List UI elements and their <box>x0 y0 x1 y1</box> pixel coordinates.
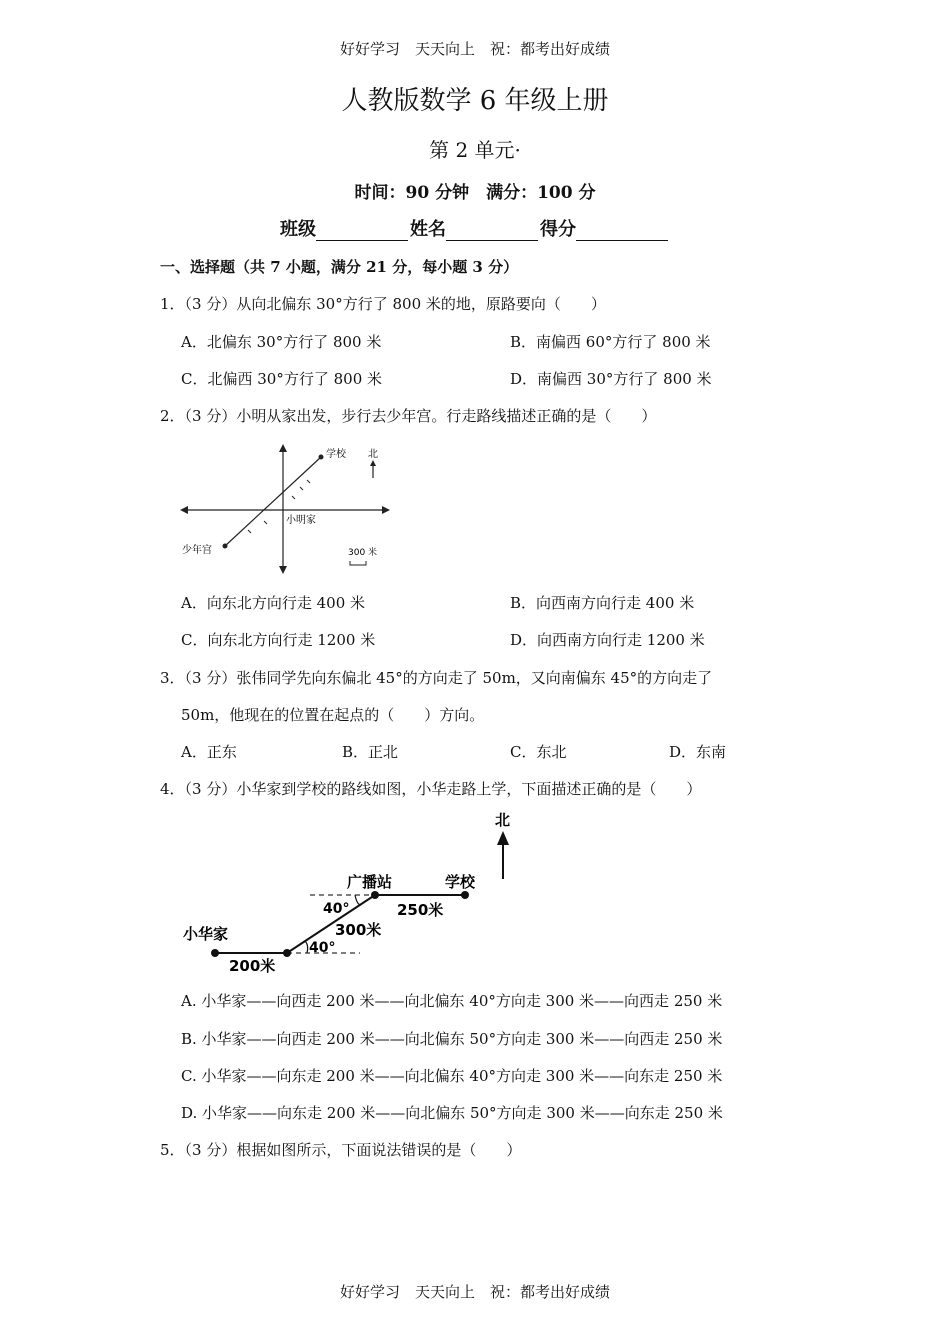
home-label: 小华家 <box>183 925 229 943</box>
question-3-stem-line-1: 3．（3 分）张伟同学先向东偏北 45°的方向走了 50m，又向南偏东 45°的方向走了 <box>160 669 713 687</box>
question-4-figure <box>175 805 535 980</box>
north-label: 北 <box>495 811 511 829</box>
class-field[interactable] <box>316 222 408 241</box>
scale-bar <box>350 561 366 565</box>
question-1-option-d[interactable]: D．南偏西 30°方行了 800 米 <box>510 370 712 388</box>
west-arrowhead <box>180 506 188 514</box>
turn-point <box>283 949 291 957</box>
question-5-stem: 5．（3 分）根据如图所示，下面说法错误的是（ ） <box>160 1141 522 1159</box>
question-2-option-a[interactable]: A．向东北方向行走 400 米 <box>181 594 365 612</box>
page-title: 人教版数学 6 年级上册 <box>341 86 609 116</box>
student-info-line <box>0 215 950 241</box>
question-1-stem: 1．（3 分）从向北偏东 30°方行了 800 米的地，原路要向（ ） <box>160 295 606 313</box>
question-4-option-c[interactable]: C. 小华家——向东走 200 米——向北偏东 40°方向走 300 米——向东走 250 米 <box>181 1067 723 1085</box>
question-4-stem: 4．（3 分）小华家到学校的路线如图，小华走路上学，下面描述正确的是（ ） <box>160 780 702 798</box>
name-label: 姓名 <box>410 219 446 240</box>
question-1-option-c[interactable]: C．北偏西 30°方行了 800 米 <box>181 370 382 388</box>
north-axis-arrowhead <box>279 444 287 452</box>
angle-label-station: 40° <box>323 901 350 917</box>
score-field[interactable] <box>576 222 668 241</box>
question-2-option-c[interactable]: C．向东北方向行走 1200 米 <box>181 631 376 649</box>
east-arrowhead <box>382 506 390 514</box>
section-heading: 一、选择题（共 7 小题，满分 21 分，每小题 3 分） <box>160 258 519 276</box>
distance-label-250: 250米 <box>397 901 444 919</box>
question-2-figure <box>170 440 400 575</box>
north-indicator-arrowhead <box>370 460 376 466</box>
angle-arc-station <box>355 895 361 905</box>
distance-label-200: 200米 <box>229 957 276 975</box>
route-line <box>225 457 321 546</box>
north-arrowhead <box>497 831 509 845</box>
angle-label-turn: 40° <box>309 940 336 956</box>
school-label: 学校 <box>445 873 476 891</box>
scale-label: 300 米 <box>348 548 378 558</box>
question-3-option-a[interactable]: A．正东 <box>181 743 237 761</box>
question-4-option-b[interactable]: B. 小华家——向西走 200 米——向北偏东 50°方向走 300 米——向西走 250 米 <box>181 1030 723 1048</box>
page-header: 好好学习 天天向上 祝：都考出好成绩 <box>339 40 610 58</box>
south-axis-arrowhead <box>279 566 287 574</box>
home-label: 小明家 <box>286 515 316 526</box>
page-footer: 好好学习 天天向上 祝：都考出好成绩 <box>339 1283 610 1301</box>
school-point <box>461 891 469 899</box>
class-label: 班级 <box>280 219 316 240</box>
school-label: 学校 <box>326 449 346 460</box>
question-2-option-d[interactable]: D．向西南方向行走 1200 米 <box>510 631 705 649</box>
question-3-stem-line-2: 50m，他现在的位置在起点的（ ）方向。 <box>181 706 485 724</box>
score-label: 得分 <box>540 219 576 240</box>
station-label: 广播站 <box>347 873 393 891</box>
palace-point <box>223 544 228 549</box>
question-1-option-a[interactable]: A．北偏东 30°方行了 800 米 <box>181 333 382 351</box>
question-4-option-a[interactable]: A. 小华家——向西走 200 米——向北偏东 40°方向走 300 米——向西走 250 米 <box>181 992 723 1010</box>
question-2-stem: 2．（3 分）小明从家出发，步行去少年宫。行走路线描述正确的是（ ） <box>160 407 657 425</box>
angle-arc-turn <box>305 941 308 953</box>
name-field[interactable] <box>446 222 538 241</box>
question-1-option-b[interactable]: B．南偏西 60°方行了 800 米 <box>510 333 711 351</box>
station-point <box>371 891 379 899</box>
question-3-option-d[interactable]: D．东南 <box>669 743 727 761</box>
question-4-option-d[interactable]: D. 小华家——向东走 200 米——向北偏东 50°方向走 300 米——向东走 250 米 <box>181 1104 723 1122</box>
question-2-option-b[interactable]: B．向西南方向行走 400 米 <box>510 594 695 612</box>
school-point <box>319 455 324 460</box>
palace-label: 少年宫 <box>182 545 212 556</box>
question-3-option-c[interactable]: C．东北 <box>510 743 567 761</box>
north-label: 北 <box>368 449 378 460</box>
home-point <box>211 949 219 957</box>
question-3-option-b[interactable]: B．正北 <box>342 743 399 761</box>
unit-title: 第 2 单元· <box>429 138 521 162</box>
distance-label-300: 300米 <box>335 921 382 939</box>
time-info: 时间：90 分钟 满分：100 分 <box>354 183 596 203</box>
